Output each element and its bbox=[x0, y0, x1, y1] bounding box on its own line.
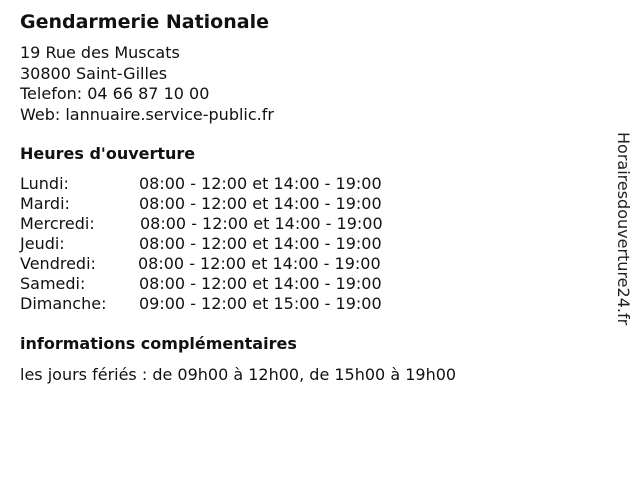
hours-row-mercredi bbox=[20, 214, 440, 234]
street-address: 19 Rue des Muscats bbox=[20, 43, 180, 62]
time-range: 08:00 - 12:00 et 14:00 - 19:00 bbox=[139, 234, 382, 253]
hours-row-samedi bbox=[20, 274, 440, 294]
address-block bbox=[20, 43, 274, 125]
opening-hours-table bbox=[20, 174, 440, 314]
day-label: Vendredi: bbox=[20, 254, 96, 273]
day-label: Lundi: bbox=[20, 174, 69, 193]
day-label: Dimanche: bbox=[20, 294, 107, 313]
watermark-container bbox=[612, 132, 634, 372]
time-range: 08:00 - 12:00 et 14:00 - 19:00 bbox=[140, 214, 383, 233]
time-range: 08:00 - 12:00 et 14:00 - 19:00 bbox=[139, 274, 382, 293]
time-range: 08:00 - 12:00 et 14:00 - 19:00 bbox=[138, 254, 381, 273]
day-label: Mercredi: bbox=[20, 214, 95, 233]
hours-row-lundi bbox=[20, 174, 440, 194]
hours-heading: Heures d'ouverture bbox=[20, 144, 196, 163]
hours-row-mardi bbox=[20, 194, 440, 214]
time-range: 09:00 - 12:00 et 15:00 - 19:00 bbox=[139, 294, 382, 313]
page-title: Gendarmerie Nationale bbox=[20, 11, 269, 33]
day-label: Samedi: bbox=[20, 274, 86, 293]
holiday-hours-text: les jours fériés : de 09h00 à 12h00, de 15h00 à 19h00 bbox=[20, 365, 457, 384]
day-label: Jeudi: bbox=[20, 234, 65, 253]
time-range: 08:00 - 12:00 et 14:00 - 19:00 bbox=[139, 174, 382, 193]
hours-row-vendredi bbox=[20, 254, 440, 274]
day-label: Mardi: bbox=[20, 194, 70, 213]
phone-number: Telefon: 04 66 87 10 00 bbox=[20, 84, 210, 103]
hours-row-jeudi bbox=[20, 234, 440, 254]
city-postcode: 30800 Saint-Gilles bbox=[20, 63, 168, 83]
info-heading: informations complémentaires bbox=[20, 334, 297, 353]
hours-row-dimanche bbox=[20, 294, 440, 314]
website: Web: lannuaire.service-public.fr bbox=[20, 104, 274, 124]
site-watermark: Horairesdouverture24.fr bbox=[614, 132, 633, 326]
time-range: 08:00 - 12:00 et 14:00 - 19:00 bbox=[139, 194, 382, 213]
